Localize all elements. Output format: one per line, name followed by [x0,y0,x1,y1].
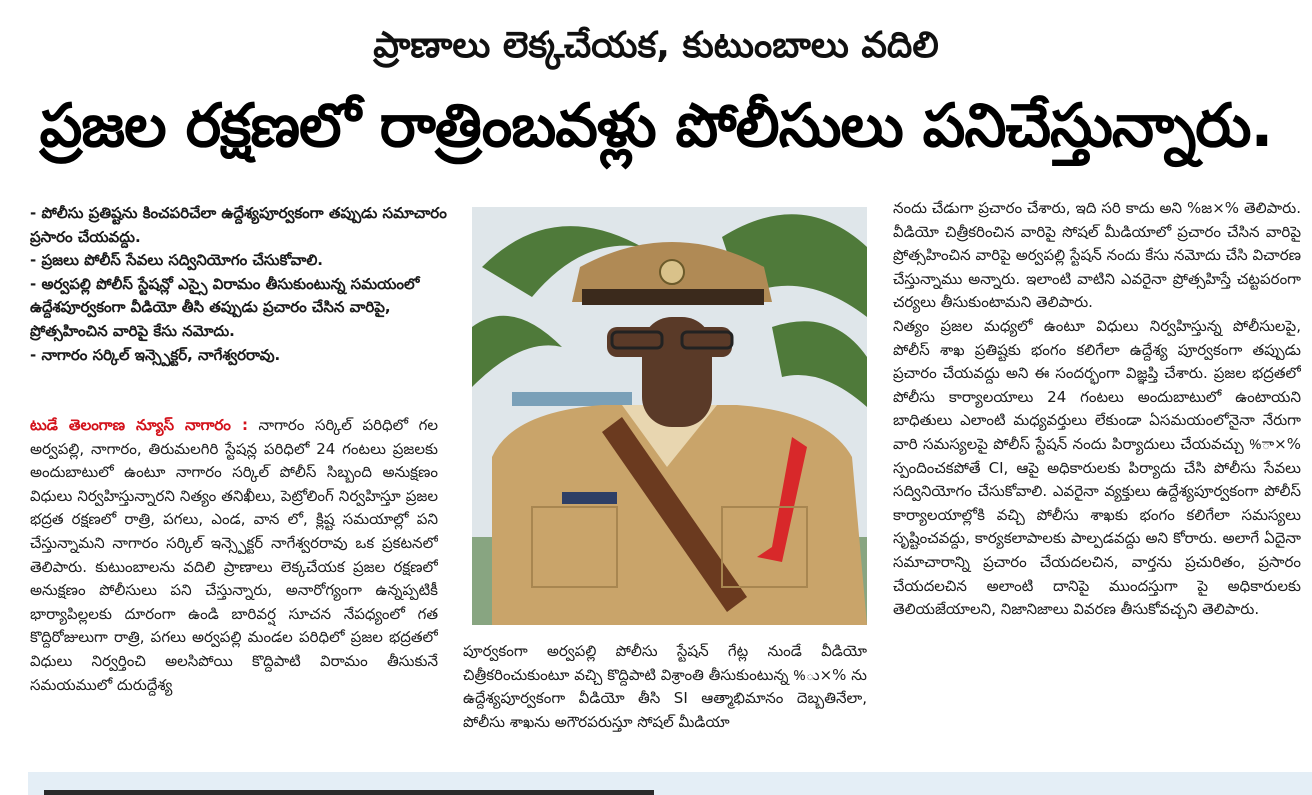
summary-bullets [30,202,450,392]
dateline: టుడే తెలంగాణ న్యూస్ నాగారం : [30,416,248,434]
police-officer-photo [472,207,867,625]
article-column-middle [463,640,867,750]
bullet-item: - అర్వపల్లి పోలీస్ స్టేషన్లో ఎస్సై విరామం తీసుకుంటున్న సమయంలో ఉద్దేశపూర్వకంగా వీడియో తీసి తప్పుడు ప్రచారం చేసిన వారిపై, ప్రోత్సహించిన వారిపై కేసు నమోదు. [30,274,420,340]
bullet-item: - ప్రజలు పోలీస్ సేవలు సద్వినియోగం చేసుకోవాలి. [30,251,324,270]
article-column-left [30,414,438,744]
lead-paragraph [30,414,438,697]
bullet-item: - పోలీసు ప్రతిష్టను కించపరిచేలా ఉద్దేశ్యపూర్వకంగా తప్పుడు సమాచారం ప్రసారం చేయవద్దు. [30,204,447,246]
footer-rule [44,790,654,795]
body-text: నాగారం సర్కిల్ పరిధిలో గల అర్వపల్లి, నాగారం, తిరుమలగిరి స్టేషన్ల పరిధిలో 24 గంటలు ప్రజలకు అందుబాటులో ఉంటూ నాగారం సర్కిల్ పోలీస్ సిబ్బంది అనుక్షణం విధులు నిర్వహిస్తున్నారని నిత్యం తనిఖీలు, పెట్రోలింగ్ నిర్వహిస్తూ ప్రజల భద్రత రక్షణలో రాత్రి, పగలు, ఎండ, వాన లో, క్లిష్ట సమయాల్లో పని చేస్తున్నామని నాగారం సర్కిల్ ఇన్స్పెక్టర్ నాగేశ్వరరావు ఒక ప్రకటనలో తెలిపారు. కుటుంబాలను వదిలి ప్రాణాలు లెక్కచేయక ప్రజల రక్షణలో అనుక్షణం పోలీసులు పని చేస్తున్నారు, అనారోగ్యంగా ఉన్నప్పటికీ భార్యాపిల్లలకు దూరంగా ఉండి బారివర్ష సూచన నేపధ్యంలో గత కొద్దిరోజులుగా రాత్రి, పగలు అర్వపల్లి మండల పరిధిలో ప్రజల భద్రతలో విధులు నిర్వర్తించి అలసిపోయి కొద్దిపాటి విరామం తీసుకునే సమయములో దురుద్దేశ్య [30,416,438,694]
body-paragraph: నిత్యం ప్రజల మధ్యలో ఉంటూ విధులు నిర్వహిస్తున్న పోలీసులపై, పోలీస్ శాఖ ప్రతిష్టకు భంగం కలిగేలా ఉద్దేశ్య పూర్వకంగా తప్పుడు ప్రచారం చేయవద్దు అని ఈ సందర్భంగా విజ్ఞప్తి చేశారు. ప్రజల భద్రతలో పోలీసు కార్యాలయాలు 24 గంటలు అందుబాటులో ఉంటాయని బాధితులు ఎలాంటి మధ్యవర్తులు లేకుండా ఏసమయంలోనైనా నేరుగా వారి సమస్యలపై పోలీస్ స్టేషన్ నందు పిర్యాదులు చేయవచ్చు %ా×% స్పందించకపోతే CI, ఆపై అధికారులకు పిర్యాదు చేసి పోలీసు సేవలు సద్వినియోగం చేసుకోవాలి. ఎవరైనా వ్యక్తులు ఉద్దేశ్యపూర్వకంగా పోలీస్ కార్యాలయాల్లోకి వచ్చి పోలీసు శాఖకు భంగం కలిగేలా సమస్యలు సృష్టించవద్దు, కార్యకలాపాలకు పాల్పడవద్దు అని కోరారు. అలాగే ఏదైనా సమాచారాన్ని ప్రచారం చేయదలచిన, వార్తను ప్రచురితం, ప్రసారం చేయదలచిన అలాంటి దానిపై ముందస్తుగా పై అధికారులకు తెలియజేయాలని, నిజానిజాలు వివరణ తీసుకోవచ్చని తెలిపారు. [893,316,1301,619]
background-building [512,392,632,406]
body-paragraph: పూర్వకంగా అర్వపల్లి పోలీసు స్టేషన్ గేట్ల నుండే వీడియో చిత్రీకరించుకుంటూ వచ్చి కొద్దిపాటి విశ్రాంతి తీసుకుంటున్న %ు×% ను ఉద్దేశ్యపూర్వకంగా వీడియో తీసి SI ఆత్మాభిమానం దెబ్బతినేలా, పోలీసు శాఖను అగౌరపరుస్తూ సోషల్ మీడియా [463,642,867,731]
photo-illustration [472,207,867,625]
article-kicker: ప్రాణాలు లెక్కచేయక, కుటుంబాలు వదిలి [373,25,939,66]
article-column-right [893,197,1301,749]
bullet-item: - నాగారం సర్కిల్ ఇన్స్పెక్టర్, నాగేశ్వరరావు. [30,345,281,364]
article-headline: ప్రజల రక్షణలో రాత్రింబవళ్లు పోలీసులు పనిచేస్తున్నారు. [39,91,1273,161]
body-paragraph: నందు చేడుగా ప్రచారం చేశారు, ఇది సరి కాదు అని %జ×% తెలిపారు. వీడియో చిత్రీకరించిన వారిపై సోషల్ మీడియాలో ప్రచారం చేసిన వారిపై ప్రోత్సహించిన వారిపై అర్వపల్లి స్టేషన్ నందు కేసు నమోదు చేసి విచారణ చేస్తున్నాము అన్నారు. ఇలాంటి వాటిని ఎవరైనా ప్రోత్సహిస్తే చట్టపరంగా చర్యలు తీసుకుంటామని తెలిపారు. [893,199,1301,312]
